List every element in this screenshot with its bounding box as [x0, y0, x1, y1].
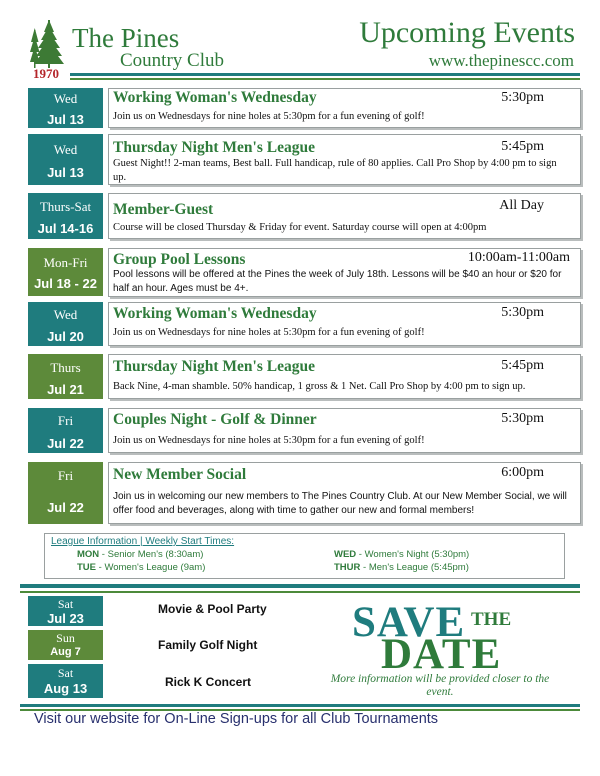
event-date-badge: [28, 354, 103, 399]
event-time: 5:30pm: [501, 411, 544, 426]
league-day: WED: [334, 549, 357, 560]
league-text: - Senior Men's (8:30am): [99, 549, 204, 560]
footer-rule-teal: [20, 704, 580, 707]
league-info-box: [44, 533, 565, 579]
save-date-date: Aug 13: [43, 681, 88, 696]
event-description: Join us on Wednesdays for nine holes at 5:30pm for a fun evening of golf!: [113, 435, 425, 446]
event-title: Thursday Night Men's League: [113, 139, 315, 156]
save-date-day: Sat: [57, 597, 74, 611]
the-word: THE: [471, 609, 512, 630]
club-subtitle: Country Club: [120, 50, 224, 71]
event-date: Jul 18 - 22: [34, 276, 97, 291]
event-date: Jul 13: [47, 112, 84, 127]
event-day: Fri: [57, 468, 74, 483]
event-title: Working Woman's Wednesday: [113, 305, 317, 322]
save-date-event-title: Rick K Concert: [165, 675, 252, 689]
league-heading: League Information | Weekly Start Times:: [51, 536, 235, 547]
event-date-badge: [28, 248, 103, 296]
event-day: Wed: [53, 307, 78, 322]
club-year: 1970: [33, 66, 59, 81]
league-day: THUR: [334, 562, 361, 573]
event-day: Mon-Fri: [43, 255, 88, 270]
event-title: Thursday Night Men's League: [113, 358, 315, 375]
event-date-badge: [28, 134, 103, 185]
league-day: MON: [77, 549, 100, 560]
league-item: [77, 549, 203, 560]
league-item: [77, 562, 205, 573]
event-description: Course will be closed Thursday & Friday for event. Saturday course will open at 4:00pm: [113, 222, 487, 233]
website-url[interactable]: www.thepinescc.com: [428, 51, 574, 70]
event-description: Join us in welcoming our new members to The Pines Country Club. At our New Member Social, we will offer food and beverages, along with time to gather our new and formal members!: [113, 491, 567, 516]
event-card: [108, 354, 581, 399]
save-date-date: Jul 23: [47, 611, 84, 626]
save-date-event-title: Movie & Pool Party: [158, 602, 267, 616]
event-time: 10:00am-11:00am: [467, 250, 570, 265]
event-title: New Member Social: [113, 466, 247, 483]
save-date-day: Sat: [57, 666, 74, 680]
event-day: Thurs-Sat: [39, 199, 92, 214]
league-item: [334, 562, 469, 573]
pine-tree-icon: [30, 18, 68, 70]
event-date-badge: [28, 408, 103, 453]
event-day: Thurs: [50, 360, 81, 375]
page-title: Upcoming Events: [359, 16, 575, 49]
league-text: - Women's League (9am): [96, 562, 206, 573]
event-day: Wed: [53, 91, 78, 106]
event-card: [108, 462, 581, 524]
league-day: TUE: [77, 562, 96, 573]
event-description: Guest Night!! 2-man teams, Best ball. Full handicap, rule of 80 applies. Call Pro Shop by 4:00 pm to sign up.: [113, 158, 557, 183]
event-card: [108, 193, 581, 239]
event-date: Jul 21: [47, 382, 84, 397]
club-name: The Pines: [72, 23, 180, 53]
save-word: SAVE: [352, 599, 466, 646]
date-word: DATE: [381, 631, 502, 678]
header-rule-green: [70, 78, 580, 80]
event-card: [108, 408, 581, 453]
event-time: 5:30pm: [501, 305, 544, 320]
event-title: Group Pool Lessons: [113, 251, 246, 268]
event-card: [108, 248, 581, 297]
event-description: Join us on Wednesdays for nine holes at 5:30pm for a fun evening of golf!: [113, 111, 425, 122]
league-text: - Men's League (5:45pm): [360, 562, 469, 573]
event-date-badge: [28, 193, 103, 239]
event-date: Jul 14-16: [37, 221, 94, 236]
event-description: Back Nine, 4-man shamble. 50% handicap, 1 gross & 1 Net. Call Pro Shop by 4:00 pm to sign up.: [113, 381, 526, 392]
section-rule-green: [20, 591, 580, 593]
section-rule-teal: [20, 584, 580, 588]
footer-note: Visit our website for On-Line Sign-ups for all Club Tournaments: [34, 711, 439, 727]
header-rule-teal: [70, 73, 580, 76]
save-date-date: Aug 7: [50, 646, 81, 658]
event-time: 6:00pm: [501, 465, 544, 480]
event-date: Jul 13: [47, 165, 84, 180]
event-card: [108, 134, 581, 185]
event-date-badge: [28, 88, 103, 128]
event-day: Wed: [53, 142, 78, 157]
event-time: All Day: [499, 198, 544, 213]
event-date-badge: [28, 462, 103, 524]
event-date: Jul 22: [47, 500, 84, 515]
event-time: 5:30pm: [501, 90, 544, 105]
event-description: Pool lessons will be offered at the Pines the week of July 18th. Lessons will be $40 an hour or $20 for half an hour. Ages must be 4+.: [113, 269, 562, 294]
event-date-badge: [28, 302, 103, 346]
save-date-badge: [28, 596, 103, 626]
event-date: Jul 20: [47, 329, 84, 344]
save-date-day: Sun: [56, 631, 75, 645]
event-time: 5:45pm: [501, 358, 544, 373]
save-date-badge: [28, 630, 103, 660]
event-title: Working Woman's Wednesday: [113, 89, 317, 106]
event-date: Jul 22: [47, 436, 84, 451]
event-title: Member-Guest: [113, 201, 214, 218]
event-time: 5:45pm: [501, 139, 544, 154]
event-title: Couples Night - Golf & Dinner: [113, 411, 317, 428]
event-description: Join us on Wednesdays for nine holes at 5:30pm for a fun evening of golf!: [113, 327, 425, 338]
league-item: [334, 549, 469, 560]
event-card: [108, 302, 581, 346]
save-date-badge: [28, 664, 103, 698]
event-card: [108, 88, 581, 128]
league-text: - Women's Night (5:30pm): [356, 549, 470, 560]
save-date-info: More information will be provided closer to the event.: [330, 673, 550, 698]
event-day: Fri: [57, 413, 74, 428]
save-date-event-title: Family Golf Night: [158, 638, 258, 652]
